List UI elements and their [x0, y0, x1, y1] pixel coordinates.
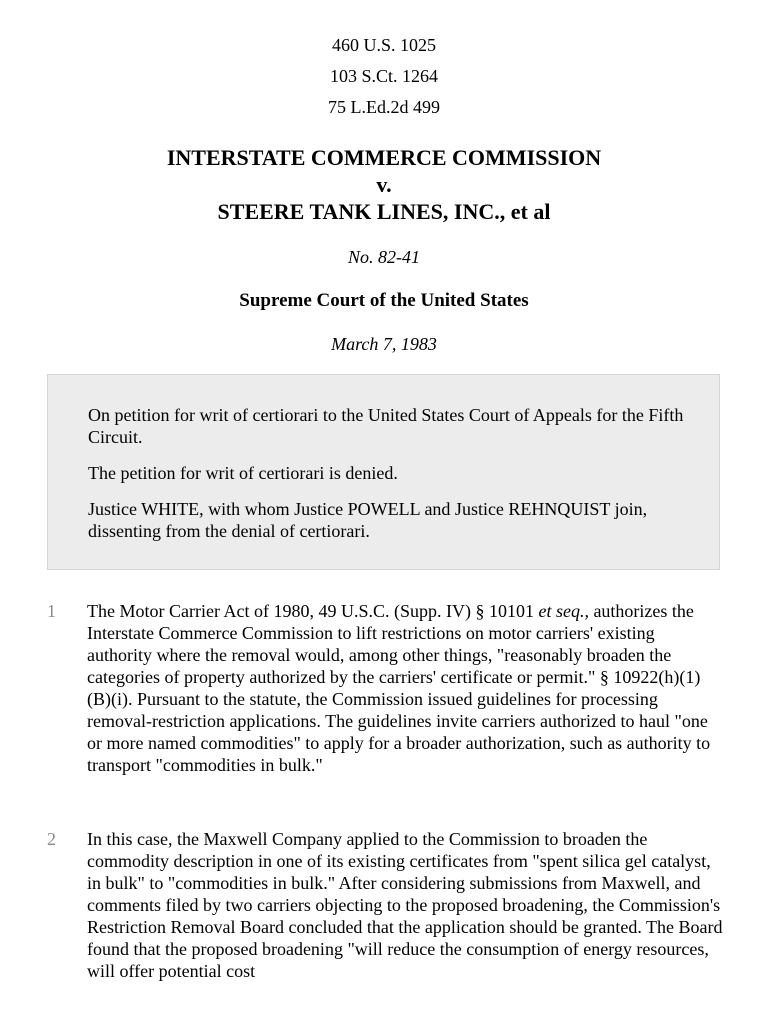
order-summary-box: [47, 374, 720, 570]
paragraph-text-part: The Motor Carrier Act of 1980, 49 U.S.C. (Supp. IV) § 10101: [87, 601, 539, 621]
citations: [0, 34, 768, 127]
petition-statement: On petition for writ of certiorari to the United States Court of Appeals for the Fifth Circuit.: [88, 405, 684, 447]
supreme-court-reporter-citation: 103 S.Ct. 1264: [329, 66, 439, 86]
lawyers-edition-citation: 75 L.Ed.2d 499: [328, 97, 440, 117]
paragraph-text: In this case, the Maxwell Company applied to the Commission to broaden the commodity description in one of its existing certificates from "spent silica gel catalyst, in bulk" to "commodities in bulk." After considering submissions from Maxwell, and comments filed by two carriers objecting to the proposed broadening, the Commission's Restriction Removal Board concluded that the application should be granted. The Board found that the proposed broadening "will reduce the consumption of energy resources, will offer potential cost: [87, 829, 723, 981]
us-reports-citation: 460 U.S. 1025: [331, 35, 436, 55]
case-caption: [0, 144, 768, 225]
versus-label: v.: [376, 172, 392, 197]
dissent-statement: Justice WHITE, with whom Justice POWELL and Justice REHNQUIST join, dissenting from the denial of certiorari.: [88, 499, 648, 541]
paragraph-number: 2: [47, 829, 56, 849]
paragraph-text-part: authorizes the Interstate Commerce Commission to lift restrictions on motor carriers' existing authority where the removal would, among other things, "reasonably broaden the categories of property authorized by the carriers' certificate or permit." § 10922(h)(1)(B)(i). Pursuant to the statute, the Commission issued guidelines for processing removal-restriction applications. The guidelines invite carriers authorized to haul "one or more named commodities" to apply for a broader authorization, such as authority to transport "commodities in bulk.": [87, 601, 711, 775]
paragraph-number: 1: [47, 601, 56, 621]
denial-statement: The petition for writ of certiorari is denied.: [88, 463, 398, 483]
docket-number: No. 82-41: [348, 247, 420, 267]
paragraph-text: [87, 600, 723, 776]
respondent-name: STEERE TANK LINES, INC., et al: [217, 199, 551, 224]
decision-date: March 7, 1983: [331, 334, 437, 354]
petitioner-name: INTERSTATE COMMERCE COMMISSION: [166, 145, 602, 170]
court-name: Supreme Court of the United States: [239, 290, 529, 311]
italic-citation-term: et seq.,: [538, 601, 589, 621]
